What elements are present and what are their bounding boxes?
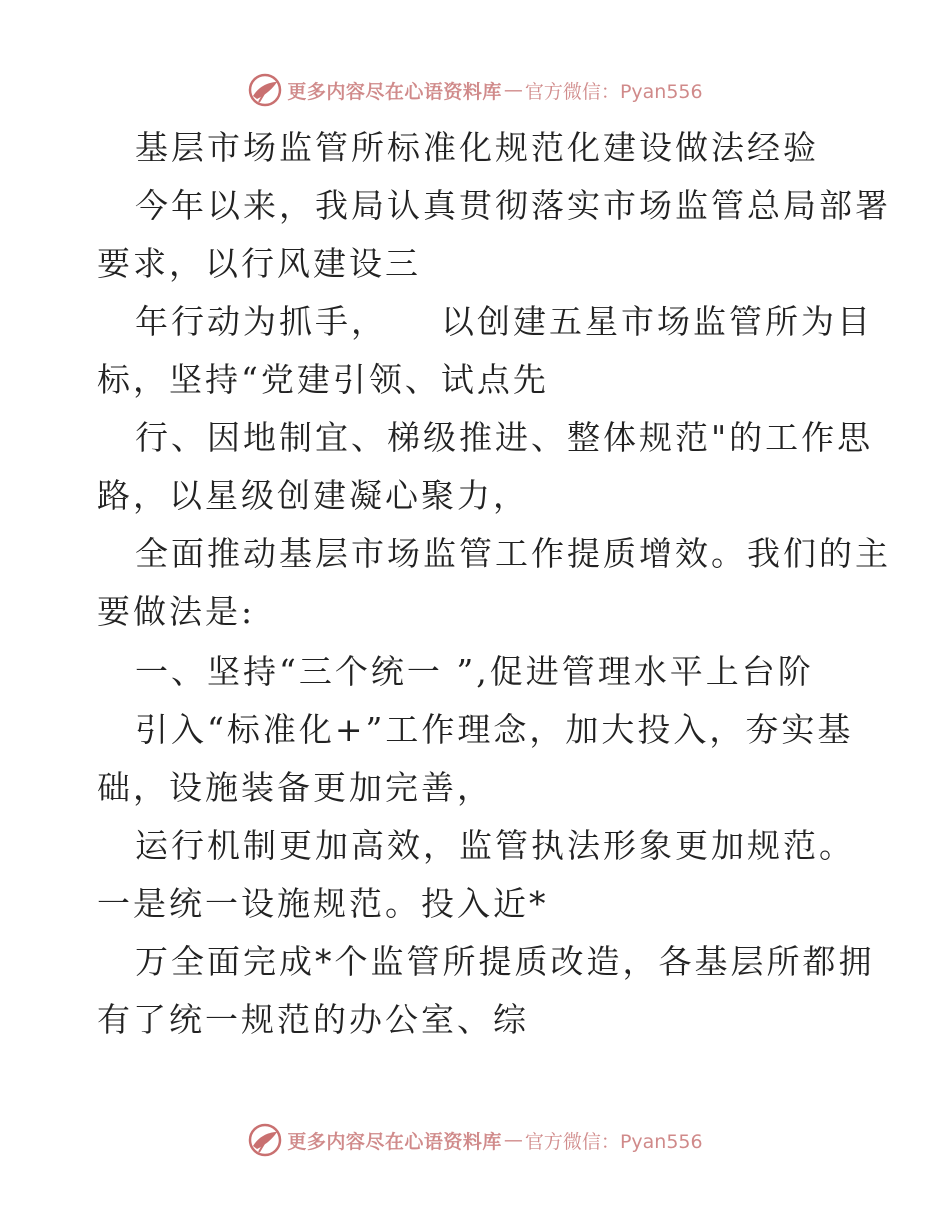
watermark-text: 更多内容尽在心语资料库 [287, 80, 502, 103]
pen-nib-logo-icon [247, 72, 283, 108]
paragraph-line: 要求，以行风建设三 [97, 244, 421, 283]
paragraph-line: 年行动为抓手， 以创建五星市场监管所为目 [135, 302, 873, 341]
paragraph-line: 引入“标准化+”工作理念，加大投入，夯实基 [135, 710, 854, 749]
watermark-contact [525, 77, 703, 104]
footer-watermark [0, 1120, 950, 1160]
watermark-separator: — [503, 1129, 523, 1151]
watermark-contact-label: 官方微信： [524, 80, 620, 103]
paragraph-line: 行、因地制宜、梯级推进、整体规范"的工作思 [135, 418, 874, 457]
watermark-contact [525, 1127, 703, 1154]
paragraph-line: 今年以来，我局认真贯彻落实市场监管总局部署 [135, 186, 891, 225]
paragraph-line: 一是统一设施规范。投入近* [97, 884, 549, 923]
watermark-contact-label: 官方微信： [524, 1130, 620, 1153]
document-title: 基层市场监管所标准化规范化建设做法经验 [135, 128, 819, 167]
header-watermark [0, 70, 950, 110]
watermark-text: 更多内容尽在心语资料库 [287, 1130, 502, 1153]
section-heading: 一、坚持“三个统一 ”,促进管理水平上台阶 [135, 652, 814, 691]
pen-nib-logo-icon [247, 1122, 283, 1158]
watermark-contact-id: Pyan556 [619, 1130, 703, 1153]
paragraph-line: 运行机制更加高效，监管执法形象更加规范。 [135, 826, 855, 865]
watermark-separator: — [503, 79, 523, 101]
paragraph-line: 要做法是: [97, 592, 256, 631]
paragraph-line: 础，设施装备更加完善， [97, 768, 493, 807]
paragraph-line: 全面推动基层市场监管工作提质增效。我们的主 [135, 534, 891, 573]
watermark-contact-id: Pyan556 [619, 80, 703, 103]
paragraph-line: 标，坚持“党建引领、试点先 [97, 360, 549, 399]
paragraph-line: 万全面完成*个监管所提质改造，各基层所都拥 [135, 942, 875, 981]
paragraph-line: 路，以星级创建凝心聚力， [97, 476, 529, 515]
paragraph-line: 有了统一规范的办公室、综 [97, 1000, 529, 1039]
